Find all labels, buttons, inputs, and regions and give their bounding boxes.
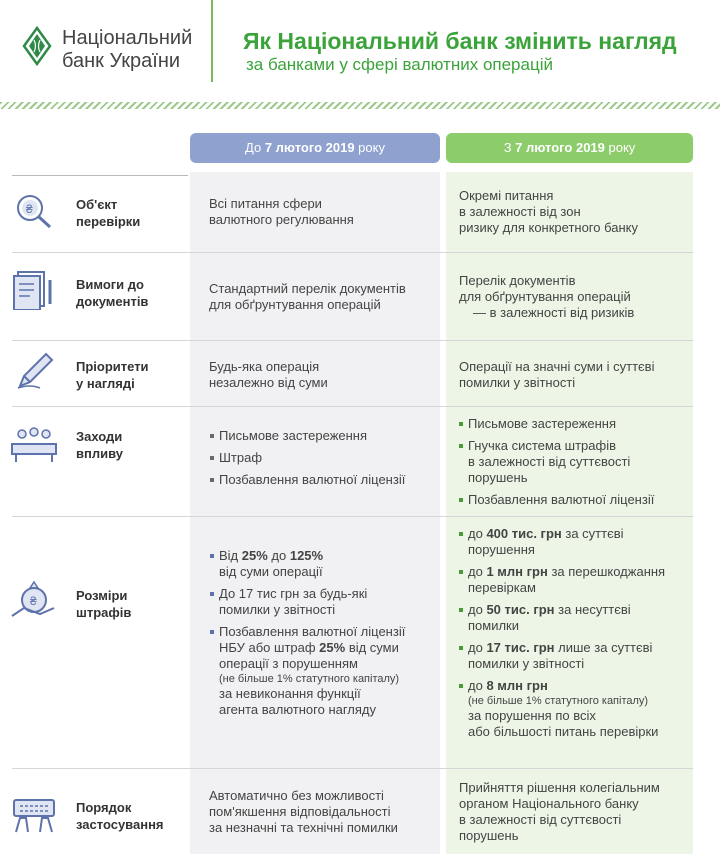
row-label: Порядок застосування	[76, 800, 164, 832]
row-separator	[12, 516, 693, 517]
list-item: Гнучка система штрафів в залежності від суттєвості порушень	[459, 438, 691, 486]
row-label: Пріоритети у нагляді	[76, 359, 149, 391]
row-separator	[12, 252, 693, 253]
cell-after: Окремі питання в залежності від зон ризику для конкретного банку	[459, 188, 638, 235]
list-item: до 17 тис. грн лише за суттєві помилки у звітності	[459, 640, 691, 672]
row-label: Об'єкт перевірки	[76, 197, 141, 229]
svg-text:₴: ₴	[26, 202, 33, 216]
list-item: Штраф	[210, 450, 442, 466]
header	[0, 0, 720, 100]
list-item: Письмове застереження	[210, 428, 442, 444]
cell-before: Стандартний перелік документів для обґрунтування операцій	[209, 281, 406, 312]
cell-after: Прийняття рішення колегіальним органом Національного банку в залежності від суттєвості порушень	[459, 780, 660, 843]
cell-before	[210, 428, 442, 494]
list-item: Від 25% до 125% від суми операції	[210, 548, 442, 580]
keyboard-hands-icon	[10, 794, 58, 834]
row-separator	[12, 406, 693, 407]
list-item: Позбавлення валютної ліцензії	[210, 472, 442, 488]
row-separator	[12, 768, 693, 769]
magnifier-currency-icon	[10, 190, 58, 230]
cell-after: Перелік документів для обґрунтування операцій — в залежності від ризиків	[459, 273, 635, 320]
logo-text: Національний банк України	[62, 27, 193, 72]
column-background-before	[190, 172, 440, 854]
list-item: До 17 тис грн за будь-які помилки у звітності	[210, 586, 442, 618]
row-label: Вимоги до документів	[76, 277, 149, 309]
row-separator	[12, 340, 693, 341]
row-label: Заходи впливу	[76, 429, 123, 461]
list-item: Письмове застереження	[459, 416, 691, 432]
documents-pen-icon	[10, 270, 58, 310]
cell-before: Автоматично без можливості пом'якшення відповідальності за незначні та технічні помилки	[209, 788, 398, 835]
nbu-logo-icon	[22, 26, 52, 66]
hatch-divider	[0, 102, 720, 109]
column-header-before: До 7 лютого 2019 року	[190, 133, 440, 163]
cell-before	[210, 548, 442, 724]
meeting-table-icon	[10, 424, 58, 464]
list-item: до 50 тис. грн за несуттєві помилки	[459, 602, 691, 634]
list-item: до 8 млн грн (не більше 1% статутного капіталу) за порушення по всіх або більшості питань перевірки	[459, 678, 691, 740]
cell-before: Будь-яка операція незалежно від суми	[209, 359, 328, 390]
cell-after	[459, 416, 691, 514]
page-subtitle: за банками у сфері валютних операцій	[246, 55, 553, 74]
column-header-after: З 7 лютого 2019 року	[446, 133, 693, 163]
header-divider	[211, 0, 213, 82]
row-label: Розміри штрафів	[76, 588, 132, 620]
page-title: Як Національний банк змінить нагляд	[243, 28, 677, 54]
row-separator	[12, 175, 188, 176]
cell-after: Операції на значні суми і суттєві помилки у звітності	[459, 359, 655, 390]
svg-text:₴: ₴	[30, 594, 37, 608]
list-item: Позбавлення валютної ліцензії	[459, 492, 691, 508]
money-bag-hand-icon	[10, 578, 58, 618]
list-item: Позбавлення валютної ліцензії НБУ або штраф 25% від суми операції з порушенням (не більше 1% статутного капіталу) за невиконання функції агента валютного нагляду	[210, 624, 442, 718]
pencil-icon	[10, 350, 58, 390]
cell-after	[459, 526, 691, 746]
list-item: до 400 тис. грн за суттєві порушення	[459, 526, 691, 558]
list-item: до 1 млн грн за перешкоджання перевіркам	[459, 564, 691, 596]
cell-before: Всі питання сфери валютного регулювання	[209, 196, 354, 227]
